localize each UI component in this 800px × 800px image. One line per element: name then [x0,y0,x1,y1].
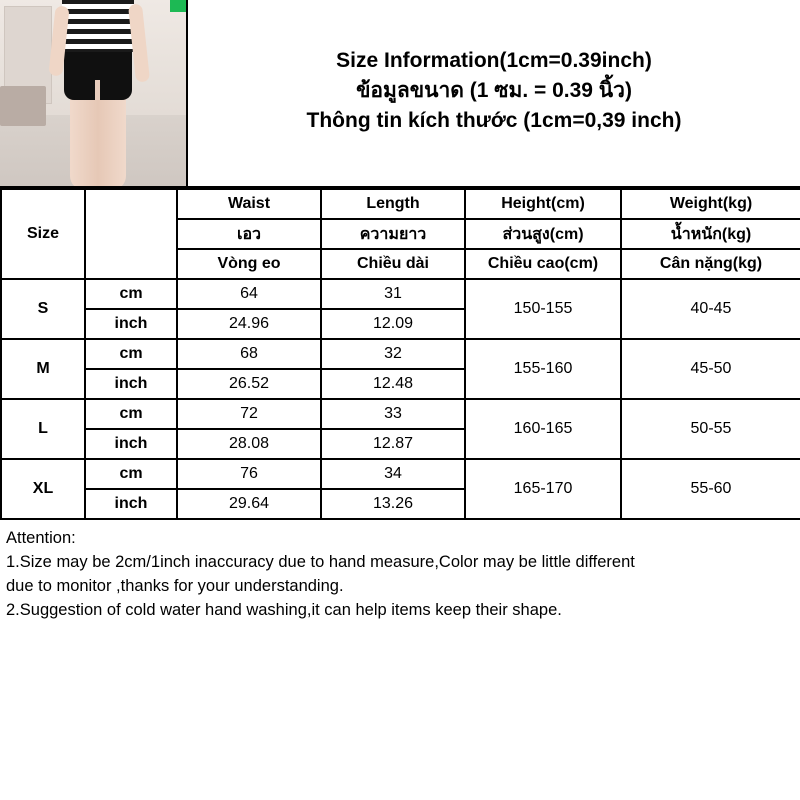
row-unit-inch: inch [85,309,177,339]
header-weight-th: น้ำหนัก(kg) [621,219,800,249]
m-waist-cm: 68 [177,339,321,369]
model-shorts [64,46,132,100]
header-height-vi: Chiều cao(cm) [465,249,621,279]
l-waist-cm: 72 [177,399,321,429]
table-header-row-en [1,189,800,219]
header-length-vi: Chiều dài [321,249,465,279]
header-height-en: Height(cm) [465,189,621,219]
xl-weight: 55-60 [621,459,800,519]
m-waist-inch: 26.52 [177,369,321,399]
header-size-cell: Size [1,189,85,279]
photo-model [56,0,140,186]
header-band [0,0,800,188]
row-unit-inch: inch [85,369,177,399]
table-row [1,399,800,429]
header-length-th: ความยาว [321,219,465,249]
attention-line-3: 2.Suggestion of cold water hand washing,it can help items keep their shape. [6,601,562,619]
table-row [1,279,800,309]
photo-sofa [0,86,46,126]
header-unit-cell [85,189,177,279]
m-height: 155-160 [465,339,621,399]
l-length-inch: 12.87 [321,429,465,459]
model-striped-top [62,0,134,52]
s-weight: 40-45 [621,279,800,339]
header-waist-th: เอว [177,219,321,249]
table-row [1,459,800,489]
row-unit-inch: inch [85,489,177,519]
l-waist-inch: 28.08 [177,429,321,459]
row-size-s: S [1,279,85,339]
m-length-cm: 32 [321,339,465,369]
l-height: 160-165 [465,399,621,459]
header-height-th: ส่วนสูง(cm) [465,219,621,249]
header-weight-vi: Cân nặng(kg) [621,249,800,279]
size-table [0,188,800,520]
title-line-vi: Thông tin kích thước (1cm=0,39 inch) [306,109,682,132]
row-size-xl: XL [1,459,85,519]
s-waist-inch: 24.96 [177,309,321,339]
green-marker [170,0,186,12]
row-unit-cm: cm [85,339,177,369]
title-line-th: ข้อมูลขนาด (1 ซม. = 0.39 นิ้ว) [356,79,632,102]
l-length-cm: 33 [321,399,465,429]
m-weight: 45-50 [621,339,800,399]
xl-waist-cm: 76 [177,459,321,489]
row-size-l: L [1,399,85,459]
header-waist-en: Waist [177,189,321,219]
header-weight-en: Weight(kg) [621,189,800,219]
l-weight: 50-55 [621,399,800,459]
table-row [1,339,800,369]
title-block [188,0,800,186]
s-length-cm: 31 [321,279,465,309]
row-unit-inch: inch [85,429,177,459]
header-length-en: Length [321,189,465,219]
attention-line-2: due to monitor ,thanks for your understanding. [6,577,344,595]
xl-length-cm: 34 [321,459,465,489]
xl-length-inch: 13.26 [321,489,465,519]
header-waist-vi: Vòng eo [177,249,321,279]
s-length-inch: 12.09 [321,309,465,339]
title-line-en: Size Information(1cm=0.39inch) [336,49,652,72]
row-unit-cm: cm [85,399,177,429]
s-waist-cm: 64 [177,279,321,309]
s-height: 150-155 [465,279,621,339]
product-photo [0,0,188,186]
row-unit-cm: cm [85,279,177,309]
attention-line-1: 1.Size may be 2cm/1inch inaccuracy due to hand measure,Color may be little different [6,553,635,571]
row-size-m: M [1,339,85,399]
row-unit-cm: cm [85,459,177,489]
xl-waist-inch: 29.64 [177,489,321,519]
xl-height: 165-170 [465,459,621,519]
attention-heading: Attention: [6,529,76,547]
m-length-inch: 12.48 [321,369,465,399]
attention-block [0,520,800,622]
